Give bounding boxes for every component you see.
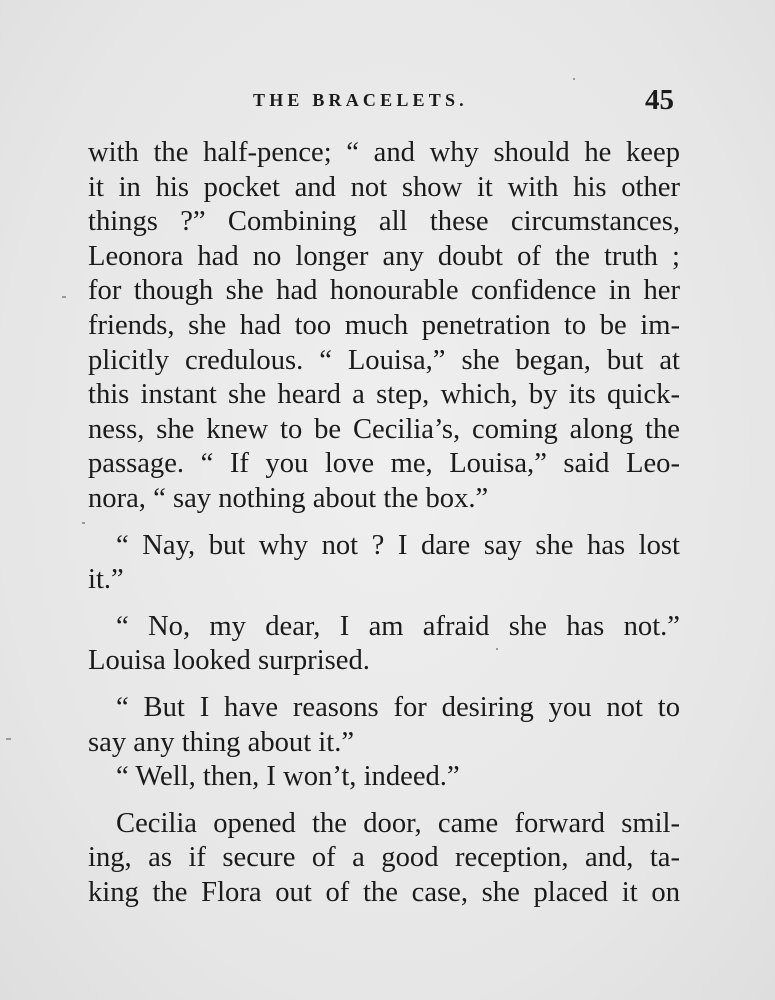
body-text bbox=[88, 136, 680, 910]
text-line: this instant she heard a step, which, by its quick- bbox=[88, 379, 680, 411]
text-line: nora, “ say nothing about the box.” bbox=[88, 482, 489, 514]
text-line: “ Nay, but why not ? I dare say she has lost bbox=[116, 529, 680, 561]
text-line: passage. “ If you love me, Louisa,” said Leo- bbox=[88, 448, 680, 480]
text-line: say any thing about it.” bbox=[88, 726, 355, 758]
text-line: with the half-pence; “ and why should he keep bbox=[88, 137, 680, 168]
speck-mark bbox=[82, 522, 85, 524]
text-line: it.” bbox=[88, 564, 124, 596]
text-line: things ?” Combining all these circumstances, bbox=[88, 206, 680, 238]
page-number: 45 bbox=[645, 84, 674, 116]
text-line: “ Well, then, I won’t, indeed.” bbox=[116, 761, 460, 793]
text-line: it in his pocket and not show it with his other bbox=[88, 171, 680, 203]
speck-mark bbox=[496, 648, 498, 650]
text-line: Leonora had no longer any doubt of the truth ; bbox=[88, 240, 680, 272]
speck-mark bbox=[573, 78, 575, 80]
text-line: “ No, my dear, I am afraid she has not.” bbox=[116, 610, 680, 642]
text-line: ing, as if secure of a good reception, and, ta- bbox=[88, 842, 680, 874]
text-line: plicitly credulous. “ Louisa,” she began, but at bbox=[88, 344, 680, 376]
text-line: ness, she knew to be Cecilia’s, coming along the bbox=[88, 413, 680, 445]
speck-mark bbox=[6, 738, 11, 740]
text-line: Cecilia opened the door, came forward smil- bbox=[116, 807, 680, 839]
running-header bbox=[0, 84, 775, 118]
running-title: THE BRACELETS. bbox=[253, 90, 468, 110]
text-line: friends, she had too much penetration to be im- bbox=[88, 309, 680, 341]
text-line: Louisa looked surprised. bbox=[88, 645, 370, 677]
speck-mark bbox=[62, 296, 66, 298]
text-line: for though she had honourable confidence in her bbox=[88, 275, 680, 307]
text-line: king the Flora out of the case, she placed it on bbox=[88, 876, 680, 908]
text-line: “ But I have reasons for desiring you not to bbox=[116, 691, 680, 723]
